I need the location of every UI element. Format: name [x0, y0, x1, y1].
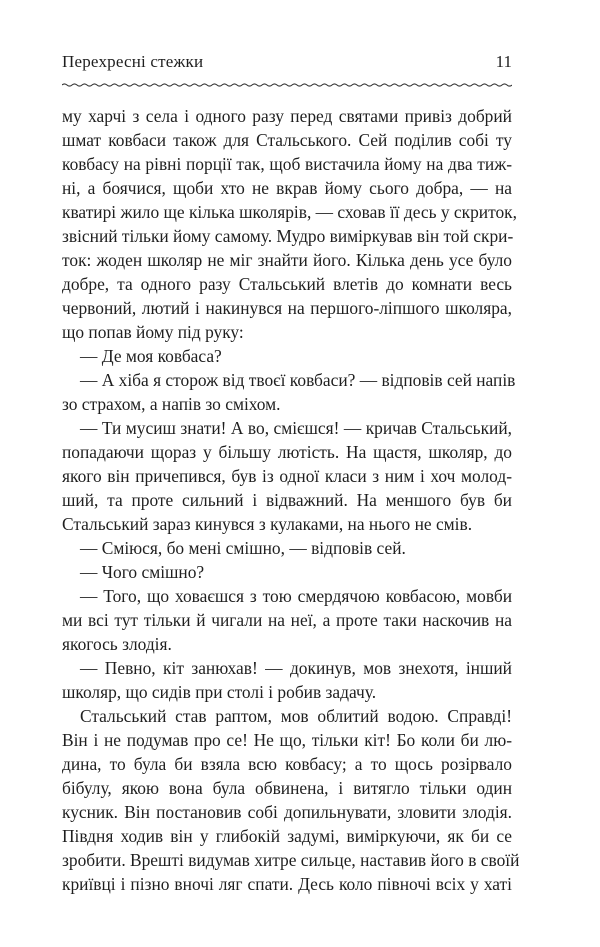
text-line: ший, та проте сильний і відважний. На меншого був би — [62, 490, 512, 510]
text-line: кусник. Він постановив собі допильнувати, зловити злодія. — [62, 802, 512, 822]
text-line: кватирі жило ще кілька школярів, — сховав її десь у скриток, — [62, 202, 517, 222]
text-line: бібулу, якою вона була обвинена, і витягло тільки один — [62, 778, 512, 798]
text-line: — А хіба я сторож від твоєї ковбаси? — відповів сей напів — [80, 370, 516, 390]
text-line: ковбасу на рівні порції так, щоб вистачила йому на два тиж- — [62, 154, 512, 174]
text-line: звісний тільки йому самому. Мудро виміркував він той скри- — [62, 226, 514, 246]
text-line: Стальський став раптом, мов облитий водою. Справді! — [80, 706, 512, 726]
text-line: шмат ковбаси також для Стальського. Сей поділив собі ту — [62, 130, 512, 150]
text-line: криївці і пізно вночі ляг спати. Десь коло півночі всіх у хаті — [62, 874, 512, 894]
text-line: — Сміюся, бо мені смішно, — відповів сей. — [80, 538, 406, 558]
text-line: Він і не подумав про се! Не що, тільки кіт! Бо коли би лю- — [62, 730, 512, 750]
text-line: — Певно, кіт занюхав! — докинув, мов знехотя, інший — [80, 658, 512, 678]
text-line: добре, та одного разу Стальський влетів до комнати весь — [62, 274, 512, 294]
text-line: Півдня ходив він у глибокій задумі, виміркуючи, як би се — [62, 826, 512, 846]
page-number: 11 — [495, 52, 512, 71]
text-line: ні, а боячися, щоби хто не вкрав йому сього добра, — на — [62, 178, 512, 198]
text-line: якогось злодія. — [62, 634, 172, 654]
text-line: Стальський зараз кинувся з кулаками, на нього не смів. — [62, 514, 473, 534]
text-line: попадаючи щораз у більшу лютість. На щастя, школяр, до — [62, 442, 512, 462]
wavy-divider-ornament — [62, 79, 512, 91]
text-line: ток: жоден школяр не міг знайти його. Кілька день усе було — [62, 250, 512, 270]
text-line: — Ти мусиш знати! А во, смієшся! — кричав Стальський, — [80, 418, 512, 438]
text-line: зробити. Врешті видумав хитре сильце, наставив його в своїй — [62, 850, 520, 870]
body-text — [62, 104, 520, 896]
text-line: зо страхом, а напів зо сміхом. — [62, 394, 281, 414]
text-line: — Чого смішно? — [80, 562, 205, 582]
text-line: ми всі тут тільки й чигали на неї, а проте таки наскочив на — [62, 610, 512, 630]
text-line: червоний, лютий і накинувся на першого-ліпшого школяра, — [62, 298, 512, 318]
text-line: — Де моя ковбаса? — [80, 346, 222, 366]
text-line: му харчі з села і одного разу перед святами привіз добрий — [62, 106, 512, 126]
text-line: якого він причепився, був із одної класи з ним і хоч молод- — [62, 466, 512, 486]
text-line: що попав йому під руку: — [62, 322, 244, 342]
running-title: Перехресні стежки — [62, 52, 204, 71]
page-header — [62, 52, 512, 82]
text-line: — Того, що ховаєшся з тою смердячою ковбасою, мовби — [80, 586, 512, 606]
text-line: дина, то була би взяла всю ковбасу; а то щось розірвало — [62, 754, 512, 774]
text-line: школяр, що сидів при столі і робив задачу. — [62, 682, 377, 702]
